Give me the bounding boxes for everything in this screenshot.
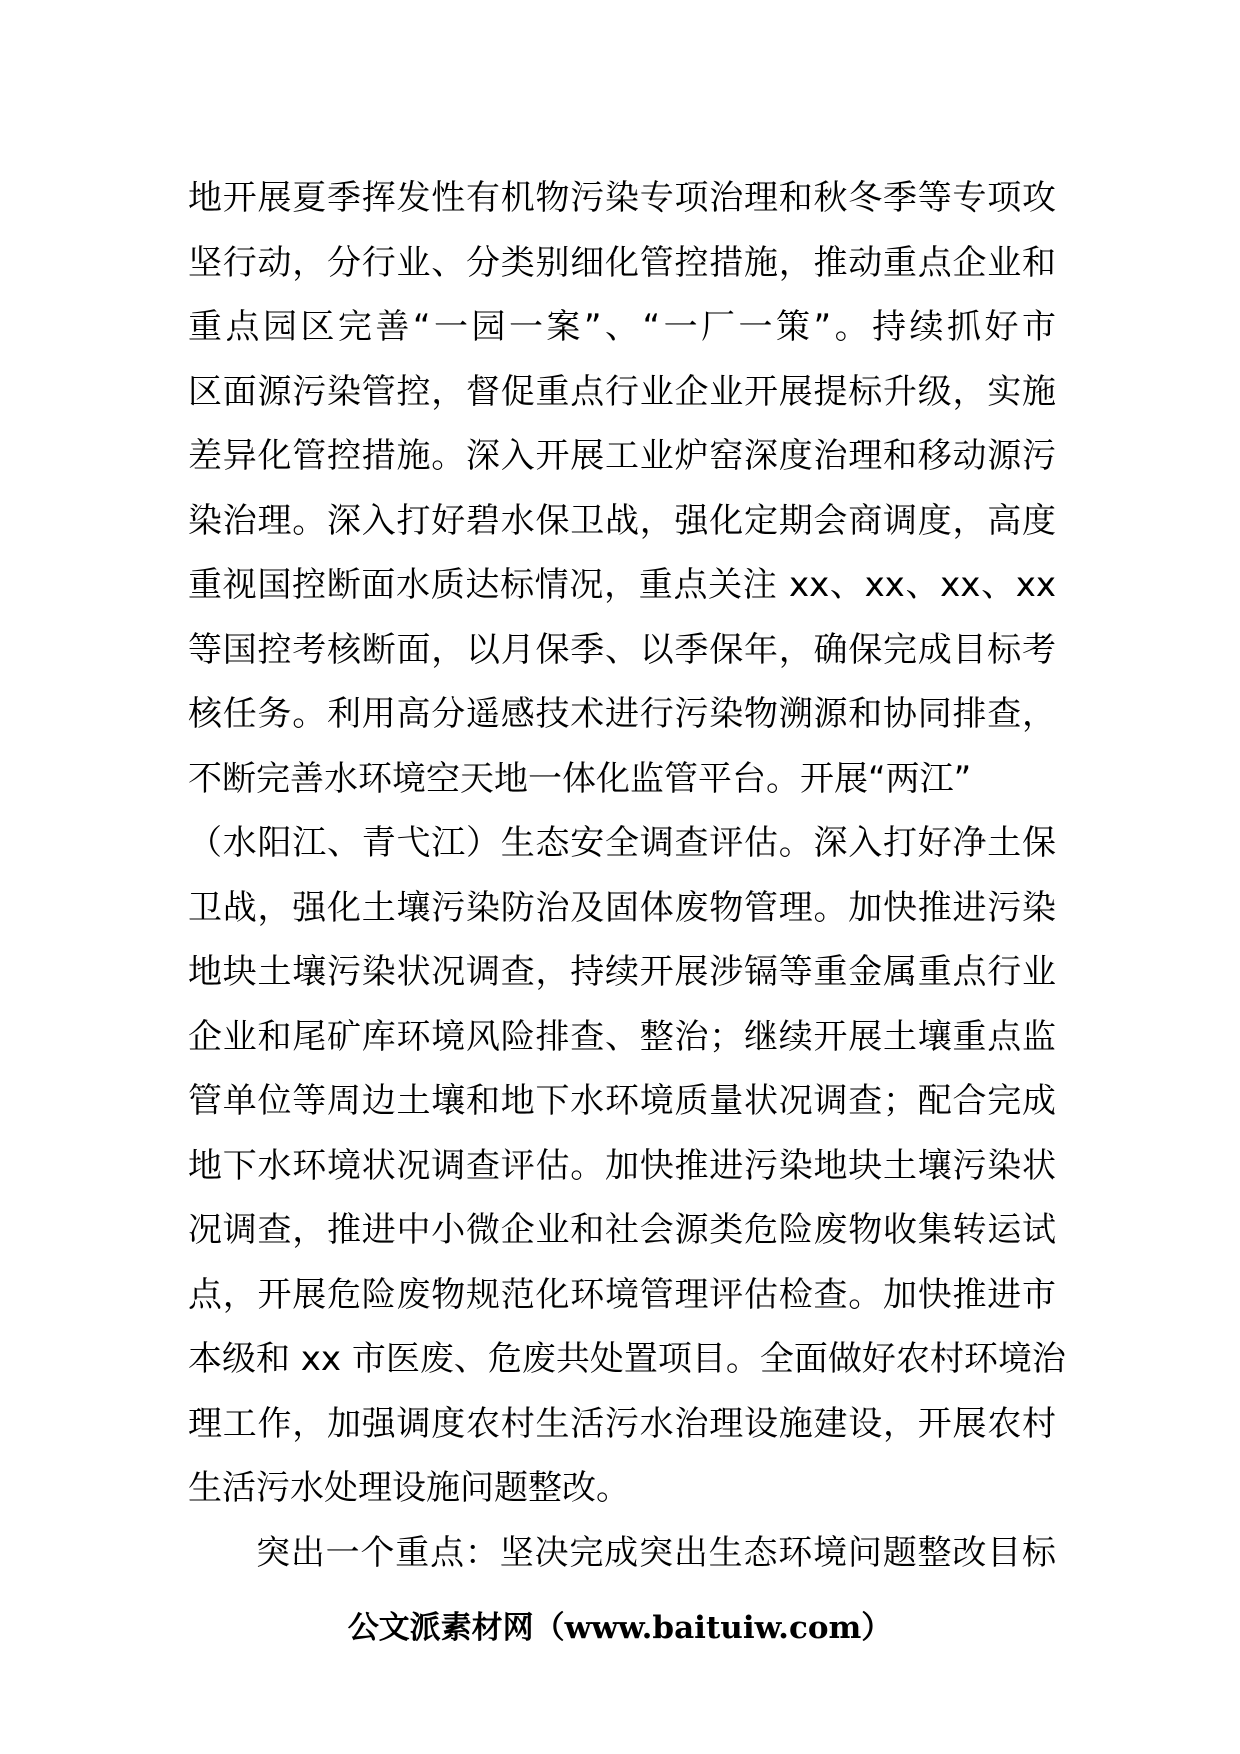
text-line: 本级和 xx 市医废、危废共处置项目。全面做好农村环境治 [188, 1339, 1066, 1379]
text-line: 重点园区完善“一园一案”、“一厂一策”。持续抓好市 [188, 307, 1056, 347]
text-line: 地开展夏季挥发性有机物污染专项治理和秋冬季等专项攻 [188, 178, 1056, 218]
text-line: （水阳江、青弋江）生态安全调查评估。深入打好净土保 [188, 823, 1056, 863]
text-line: 地下水环境状况调查评估。加快推进污染地块土壤污染状 [188, 1145, 1056, 1186]
text-line: 等国控考核断面，以月保季、以季保年，确保完成目标考 [188, 629, 1056, 670]
text-line: 理工作，加强调度农村生活污水治理设施建设，开展农村 [188, 1403, 1056, 1444]
text-line: 管单位等周边土壤和地下水环境质量状况调查；配合完成 [188, 1081, 1056, 1121]
text-line: 坚行动，分行业、分类别细化管控措施，推动重点企业和 [188, 242, 1056, 283]
text-line: 染治理。深入打好碧水保卫战，强化定期会商调度，高度 [188, 500, 1056, 541]
text-line: 况调查，推进中小微企业和社会源类危险废物收集转运试 [188, 1210, 1056, 1250]
text-line: 生活污水处理设施问题整改。 [188, 1468, 630, 1508]
text-line: 差异化管控措施。深入开展工业炉窑深度治理和移动源污 [188, 436, 1056, 476]
text-line: 区面源污染管控，督促重点行业企业开展提标升级，实施 [188, 371, 1056, 412]
body-text [188, 166, 1066, 1585]
text-line: 企业和尾矿库环境风险排查、整治；继续开展土壤重点监 [188, 1016, 1056, 1057]
text-line: 核任务。利用高分遥感技术进行污染物溯源和协同排查， [188, 694, 1056, 734]
text-line: 卫战，强化土壤污染防治及固体废物管理。加快推进污染 [188, 887, 1056, 928]
footer-watermark: 公文派素材网（www.baituiw.com） [347, 1610, 893, 1646]
text-line: 重视国控断面水质达标情况，重点关注 xx、xx、xx、xx [188, 565, 1056, 605]
text-line: 不断完善水环境空天地一体化监管平台。开展“两江” [188, 758, 972, 799]
text-line: 突出一个重点：坚决完成突出生态环境问题整改目标 [256, 1532, 1056, 1573]
text-line: 地块土壤污染状况调查，持续开展涉镉等重金属重点行业 [188, 952, 1056, 992]
text-line: 点，开展危险废物规范化环境管理评估检查。加快推进市 [188, 1274, 1056, 1315]
